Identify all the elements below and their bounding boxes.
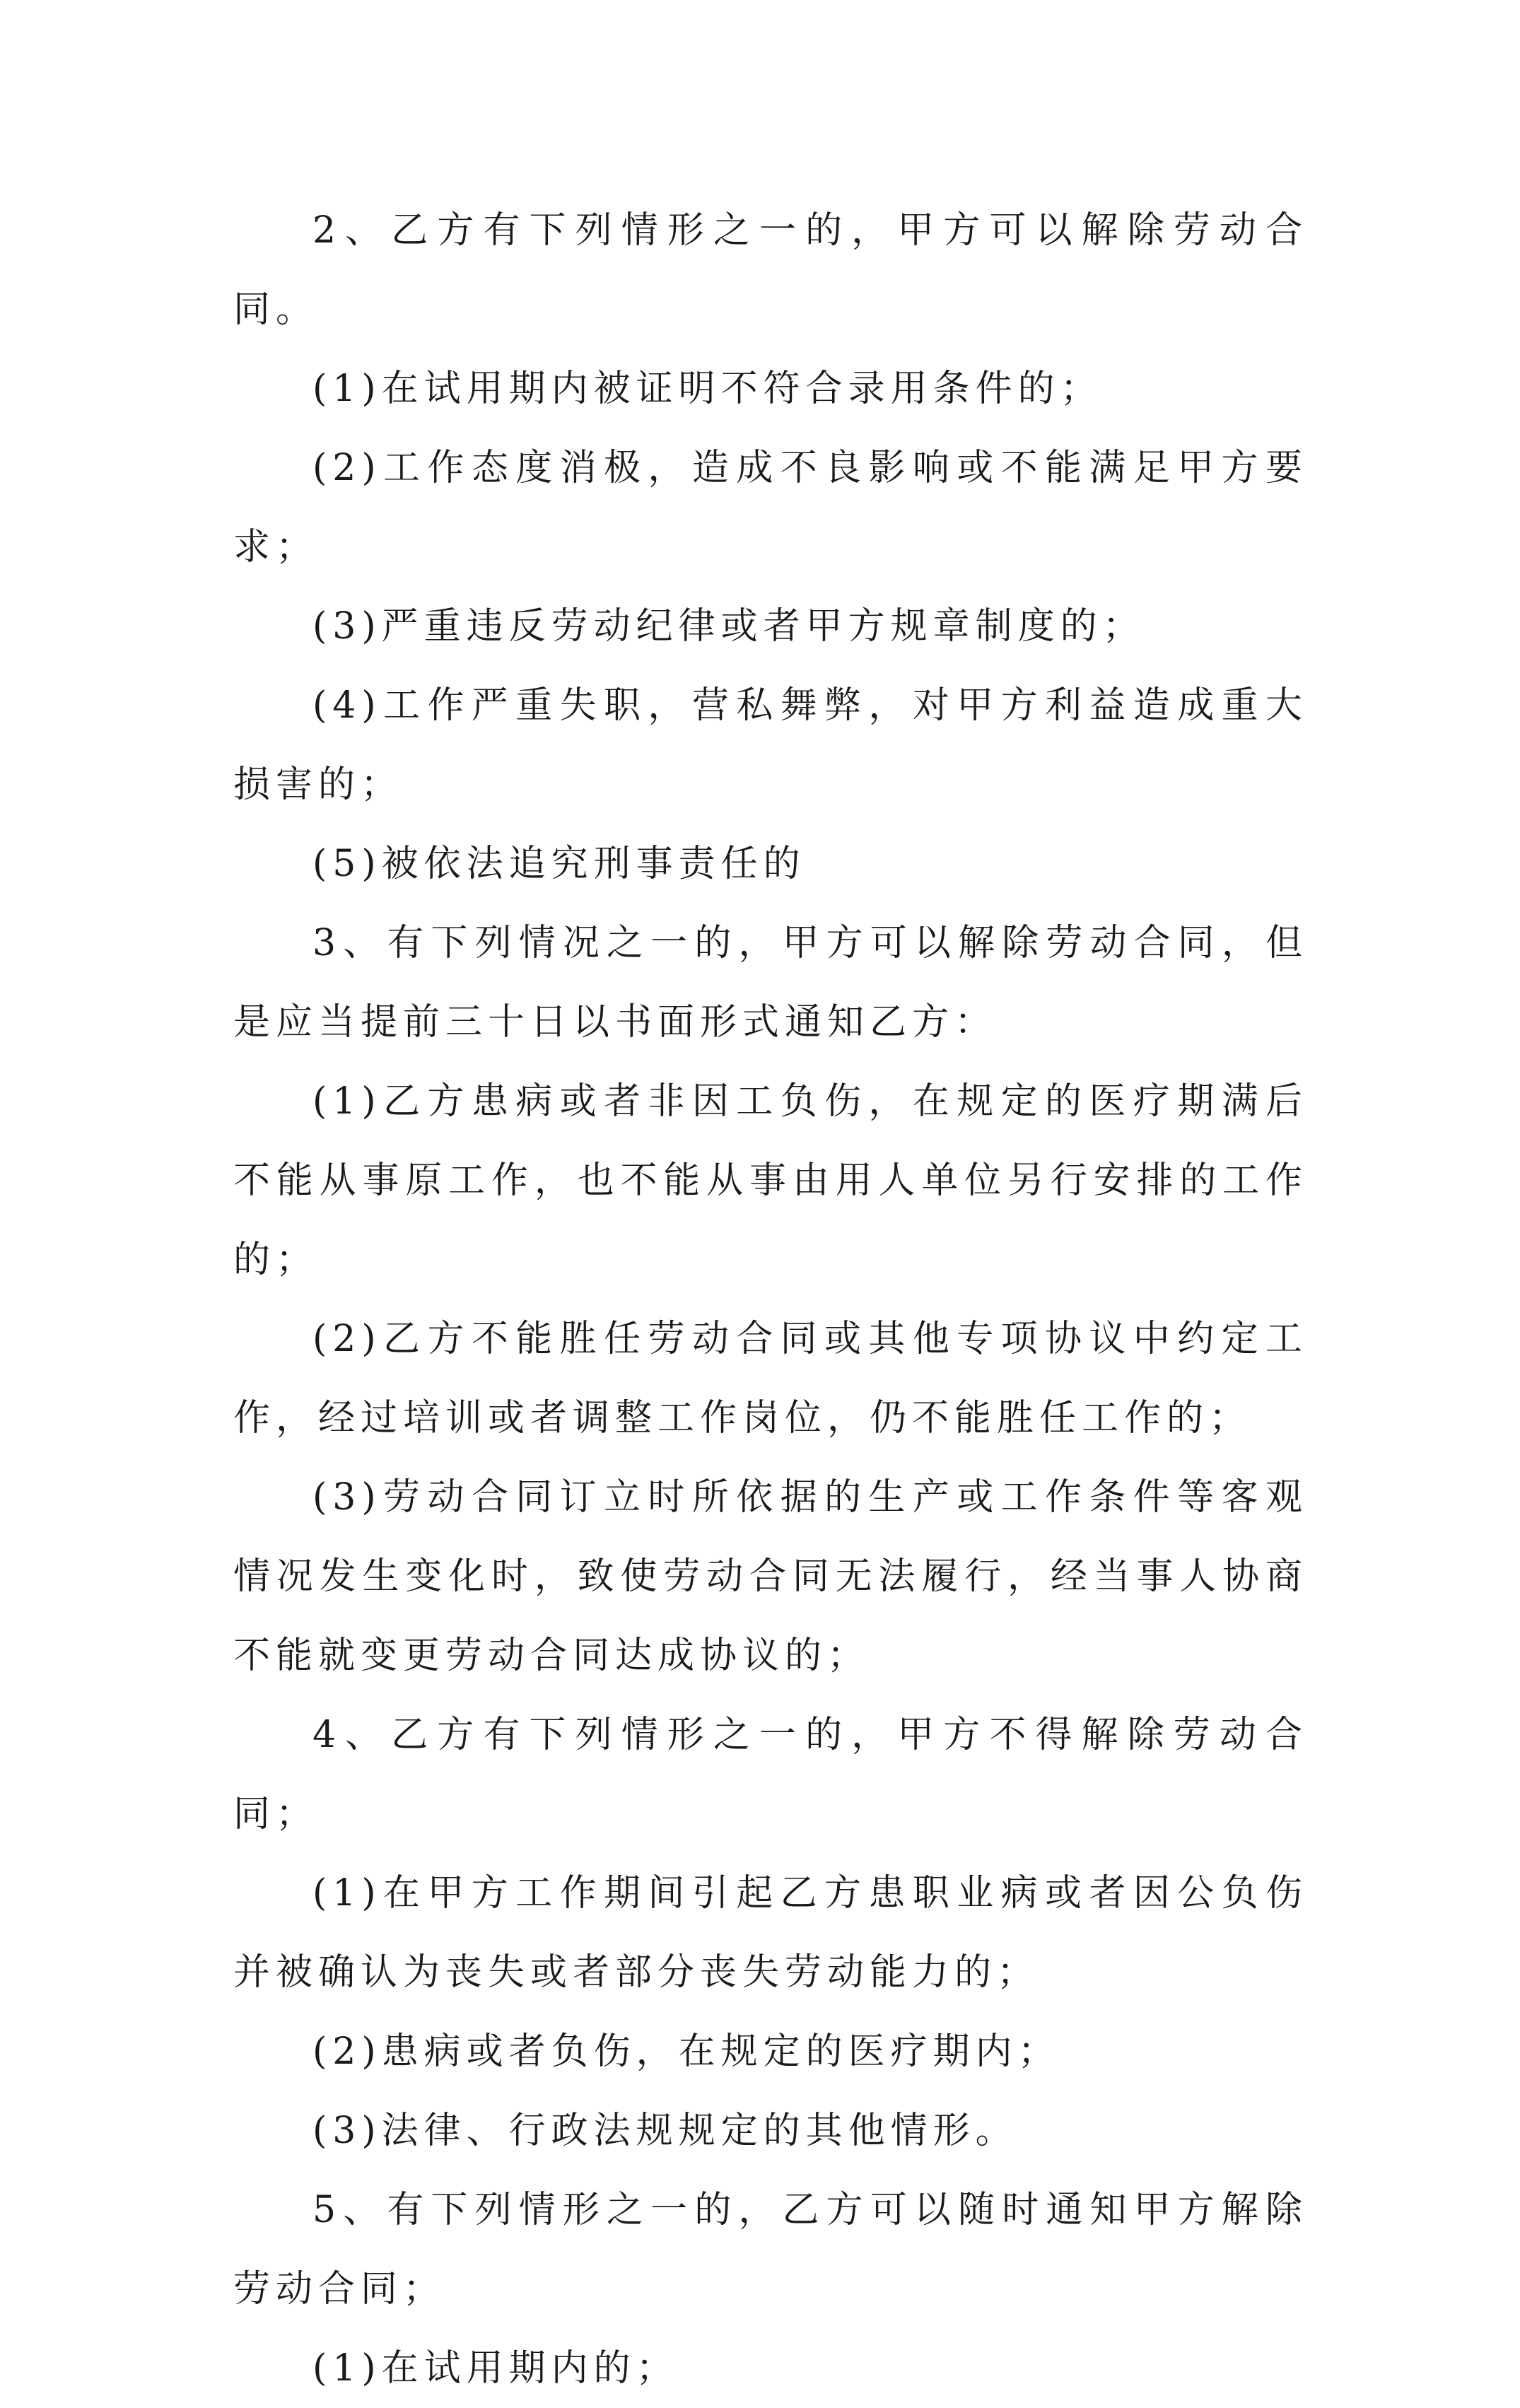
paragraph-clause-2-item-3: (3)严重违反劳动纪律或者甲方规章制度的； bbox=[312, 605, 1145, 648]
paragraph-clause-2-item-2: (2)工作态度消极，造成不良影响或不能满足甲方要求； bbox=[233, 447, 1308, 568]
paragraph-clause-3-item-3: (3)劳动合同订立时所依据的生产或工作条件等客观情况发生变化时，致使劳动合同无法履行，经当事人协商不能就变更劳动合同达成协议的； bbox=[233, 1476, 1308, 1677]
paragraph-clause-4: 4、乙方有下列情形之一的，甲方不得解除劳动合同； bbox=[233, 1714, 1308, 1835]
paragraph-clause-3-item-1: (1)乙方患病或者非因工负伤，在规定的医疗期满后不能从事原工作，也不能从事由用人单位另行安排的工作的； bbox=[233, 1080, 1308, 1281]
paragraph-clause-5: 5、有下列情形之一的，乙方可以随时通知甲方解除劳动合同； bbox=[233, 2189, 1308, 2310]
paragraph-clause-3: 3、有下列情况之一的，甲方可以解除劳动合同，但是应当提前三十日以书面形式通知乙方： bbox=[233, 922, 1308, 1044]
paragraph-clause-2-item-1: (1)在试用期内被证明不符合录用条件的； bbox=[312, 368, 1103, 410]
paragraph-clause-3-item-2: (2)乙方不能胜任劳动合同或其他专项协议中约定工作，经过培训或者调整工作岗位，仍不能胜任工作的； bbox=[233, 1318, 1308, 1439]
paragraph-clause-2-item-4: (4)工作严重失职，营私舞弊，对甲方利益造成重大损害的； bbox=[233, 684, 1308, 806]
paragraph-clause-4-item-3: (3)法律、行政法规规定的其他情形。 bbox=[312, 2110, 1018, 2152]
paragraph-clause-2: 2、乙方有下列情形之一的，甲方可以解除劳动合同。 bbox=[233, 209, 1308, 331]
paragraph-clause-2-item-5: (5)被依法追究刑事责任的 bbox=[312, 843, 806, 885]
paragraph-clause-5-item-1: (1)在试用期内的； bbox=[312, 2347, 679, 2390]
document-body bbox=[233, 191, 1308, 2408]
paragraph-clause-4-item-2: (2)患病或者负伤，在规定的医疗期内； bbox=[312, 2030, 1060, 2073]
paragraph-clause-4-item-1: (1)在甲方工作期间引起乙方患职业病或者因公负伤并被确认为丧失或者部分丧失劳动能力的； bbox=[233, 1872, 1308, 1994]
